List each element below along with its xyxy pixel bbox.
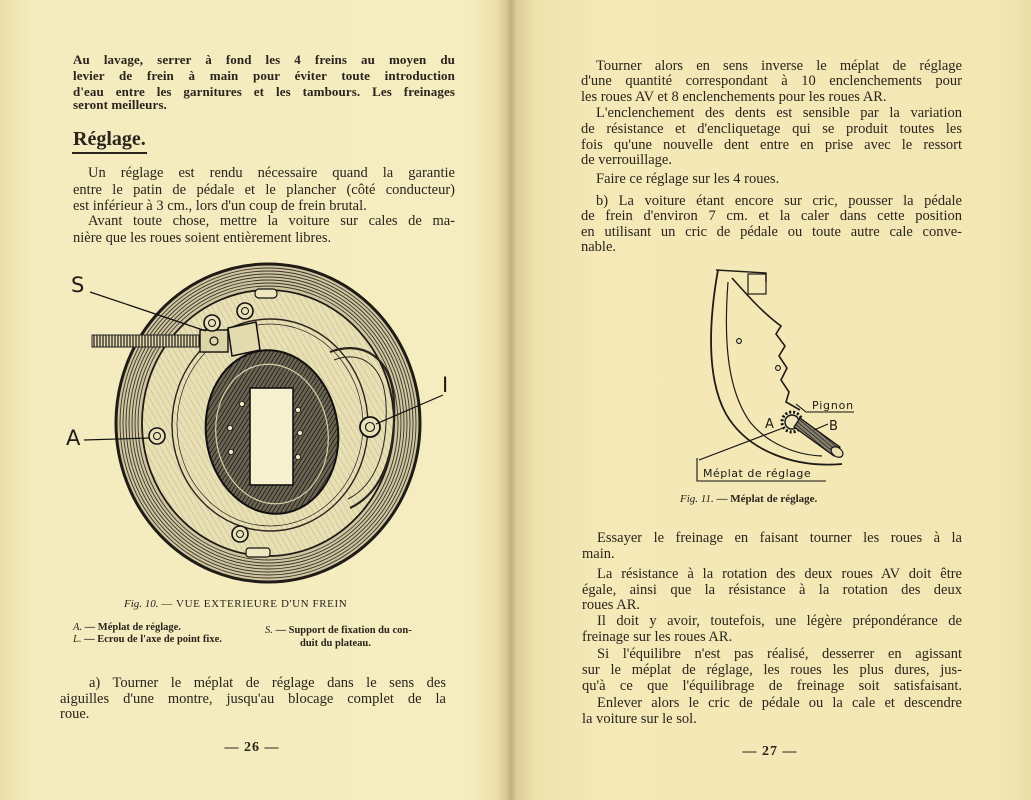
text-line: Il doit y avoir, toutefois, une légère prépondérance de (597, 613, 962, 629)
legend-text: — Support de fixation du con- (275, 625, 412, 636)
text-line: de frein d'environ 7 cm. et la caler dans cette position (581, 208, 962, 224)
center-window (250, 388, 293, 485)
page-number: — 26 — (224, 740, 280, 755)
text-line: de verrouillage. (581, 152, 672, 168)
label-s: S (71, 273, 85, 297)
rivet (737, 339, 781, 371)
text-line: main. (582, 546, 615, 562)
text-line: b) La voiture étant encore sur cric, pousser la pédale (596, 193, 962, 209)
legend-item-a (73, 622, 181, 634)
text-line: nable. (581, 239, 617, 255)
text-line: en utilisant un cric de pédale ou toute autre cale conve- (581, 224, 962, 240)
text-line: Au lavage, serrer à fond les 4 freins au moyen du (73, 52, 455, 67)
text-line: seront meilleurs. (73, 97, 167, 112)
figure-caption (124, 598, 347, 611)
label-a: A (66, 426, 81, 450)
text-line: levier de frein à main pour éviter toute introduction (73, 68, 455, 83)
text-line: d'eau entre les garnitures et les tambours. Les freinages (73, 84, 455, 99)
text-line: Un réglage est rendu nécessaire quand la garantie (88, 165, 455, 181)
text-line: Faire ce réglage sur les 4 roues. (596, 171, 780, 187)
text-line: roues AR. (582, 597, 640, 613)
text-line: sur le méplat de réglage, les roues les plus dures, jus- (582, 662, 962, 678)
text-line: aiguilles d'une montre, jusqu'au blocage complet de la (60, 691, 446, 707)
figure-caption (680, 493, 817, 506)
text-line: est inférieur à 3 cm., lors d'un coup de frein brutal. (73, 198, 367, 214)
text-line: Essayer le freinage en faisant tourner les roues à la (597, 530, 962, 546)
left-page (0, 0, 512, 800)
figure-number: Fig. 10. (124, 598, 159, 610)
legend-text: — Méplat de réglage. (84, 622, 181, 633)
legend-key: S. (265, 625, 273, 636)
top-slot (255, 289, 277, 298)
figure-number: Fig. 11. (680, 493, 714, 505)
bolt (232, 526, 248, 542)
adjuster-flat-illustration (690, 262, 875, 488)
right-page (512, 0, 1031, 800)
text-line: de résistance et d'encliquetage qui se produit toutes les (581, 121, 962, 137)
text-line: La résistance à la rotation des deux roues AV doit être (597, 566, 962, 582)
bolt (237, 303, 253, 319)
section-heading: Réglage. (72, 128, 147, 154)
legend-key: A. (73, 622, 83, 633)
text-line: freinage sur les roues AR. (582, 629, 733, 645)
bolt-pivot-i (360, 417, 380, 437)
bolt (204, 315, 220, 331)
text-line: égale, ainsi que la résistance à la rotation des deux (582, 582, 962, 598)
text-line: les roues AV et 8 enclenchements pour les roues AR. (581, 89, 887, 105)
text-line: entre le patin de pédale et le plancher (côté conducteur) (73, 182, 455, 198)
text-line: Avant toute chose, mettre la voiture sur cales de ma- (88, 213, 455, 229)
legend-key: L. (73, 634, 82, 645)
legend-item-s-continued: duit du plateau. (300, 638, 371, 649)
legend-item-s (265, 625, 412, 637)
label-a: A (765, 417, 774, 432)
text-line: L'enclenchement des dents est sensible par la variation (596, 105, 962, 121)
label-b: B (829, 419, 838, 434)
text-line: la voiture sur le sol. (582, 711, 697, 727)
figure-title: — VUE EXTERIEURE D'UN FREIN (161, 598, 348, 610)
bolt-adjuster-a (149, 428, 165, 444)
text-line: a) Tourner le méplat de réglage dans le sens des (89, 675, 446, 691)
brake-drum-illustration (55, 255, 465, 595)
legend-text: — Ecrou de l'axe de point fixe. (84, 634, 222, 645)
text-line: roue. (60, 706, 90, 722)
ratchet-profile (732, 278, 800, 410)
figure-title: — Méplat de réglage. (716, 493, 818, 505)
label-pignon: Pignon (812, 399, 854, 412)
label-meplat: Méplat de réglage (703, 467, 812, 480)
support-bracket (228, 322, 260, 356)
text-line: Si l'équilibre n'est pas réalisé, desserrer en agissant (597, 646, 962, 662)
bottom-tab (246, 548, 270, 557)
text-line: nière que les roues soient entièrement libres. (73, 230, 332, 246)
label-i: I (442, 373, 449, 397)
legend-item-l (73, 634, 222, 646)
text-line: Tourner alors en sens inverse le méplat de réglage (596, 58, 962, 74)
text-line: fois qu'une nouvelle dent entre en prise avec le ressort (581, 137, 962, 153)
text-line: qu'à ce que l'équilibrage de freinage soit satisfaisant. (582, 678, 962, 694)
text-line: Enlever alors le cric de pédale ou la cale et descendre (597, 695, 962, 711)
text-line: d'une quantité correspondant à 10 enclenchements pour (581, 73, 962, 89)
page-number: — 27 — (742, 744, 798, 759)
